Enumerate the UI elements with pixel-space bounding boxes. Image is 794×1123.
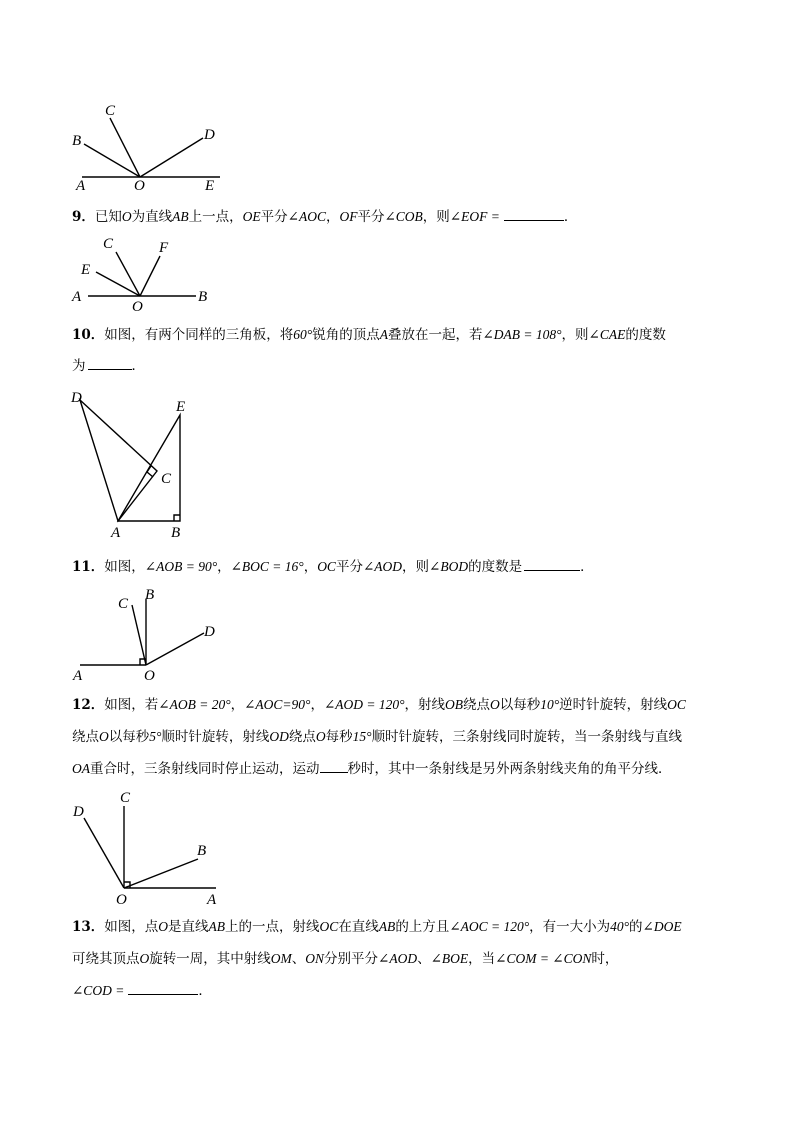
math: 10°: [540, 697, 560, 712]
text: 每秒: [325, 729, 353, 745]
text: 、: [417, 951, 431, 967]
label-a: A: [111, 525, 121, 541]
text: 如图，点: [104, 919, 159, 935]
text: 平分: [335, 559, 363, 575]
math: ∠COB: [384, 209, 423, 224]
text: ，: [325, 209, 340, 225]
answer-blank[interactable]: [320, 758, 348, 773]
text: ，当: [468, 951, 496, 967]
math: OB: [445, 697, 464, 712]
math: AB: [208, 919, 226, 934]
math: OC: [667, 697, 686, 712]
math: OF: [339, 209, 358, 224]
figure-question-11: [70, 585, 230, 685]
math: ∠DAB = 108°: [482, 327, 562, 342]
label-c: C: [103, 236, 114, 252]
math: OC: [317, 559, 336, 574]
text: 叠放在一起，若: [387, 327, 483, 343]
math: ∠AOC = 120°: [449, 919, 530, 934]
ray-of: [140, 256, 160, 296]
label-c: C: [161, 471, 172, 487]
label-b: B: [197, 843, 207, 859]
figure-question-12: [70, 786, 230, 910]
label-c: C: [120, 790, 131, 806]
answer-blank[interactable]: [524, 556, 580, 571]
math: OM: [270, 951, 292, 966]
question-13-line-3: [72, 975, 682, 1007]
math: ∠BOC = 16°: [230, 559, 304, 574]
question-10-line-2: [72, 351, 666, 382]
question-12-text: [72, 689, 686, 785]
text: 秒时，其中一条射线是另外两条射线夹角的角平分线．: [347, 761, 672, 777]
label-c: C: [105, 103, 116, 119]
label-e: E: [81, 262, 91, 278]
text: ．: [198, 983, 212, 999]
text: 绕点: [288, 729, 316, 745]
math: ∠BOE: [430, 951, 469, 966]
text: 以每秒: [108, 729, 150, 745]
figure-rays-aoe: [72, 98, 232, 194]
label-d: D: [73, 804, 84, 820]
text: 分别平分: [324, 951, 379, 967]
question-10-line-1: [72, 319, 666, 351]
math: O: [158, 919, 169, 934]
math: A: [379, 327, 388, 342]
answer-blank[interactable]: [88, 355, 132, 370]
text: 顺时针旋转，三条射线同时旋转，当一条射线与直线: [371, 729, 683, 745]
math: O: [315, 729, 326, 744]
math: 40°: [610, 919, 630, 934]
label-o: O: [134, 178, 145, 194]
text: 如图，若: [104, 697, 159, 713]
math: AB: [378, 919, 396, 934]
text: 重合时，三条射线同时停止运动，运动: [90, 761, 320, 777]
right-angle-b: [174, 515, 180, 521]
question-number: 10．: [72, 327, 105, 343]
math: ∠DOE: [642, 919, 682, 934]
math: OA: [72, 761, 90, 776]
text: 的上方且: [395, 919, 450, 935]
figure-question-10: [70, 388, 200, 540]
math: O: [121, 209, 132, 224]
math: OE: [242, 209, 261, 224]
math: 5°: [149, 729, 162, 744]
label-e: E: [176, 399, 186, 415]
text: ，射线: [404, 697, 446, 713]
question-number: 13．: [72, 919, 105, 935]
math: ∠AOC: [287, 209, 326, 224]
label-d: D: [71, 390, 82, 406]
text: 是直线: [168, 919, 209, 935]
math: ∠AOD: [378, 951, 418, 966]
text: 已知: [94, 209, 122, 225]
math: ∠COM = ∠CON: [495, 951, 592, 966]
math: ∠CAE: [588, 327, 626, 342]
text: 时，: [591, 951, 619, 967]
text: ，: [303, 559, 318, 575]
text: ．: [131, 358, 145, 374]
text: 逆时针旋转，射线: [559, 697, 668, 713]
label-a: A: [73, 668, 83, 684]
label-a: A: [72, 289, 82, 305]
math: 15°: [352, 729, 372, 744]
right-angle-c: [147, 466, 153, 477]
label-o: O: [144, 668, 155, 684]
label-a: A: [76, 178, 86, 194]
math: AB: [172, 209, 189, 224]
text: 以每秒: [499, 697, 541, 713]
math: OD: [269, 729, 289, 744]
label-b: B: [145, 587, 155, 603]
math: OC: [319, 919, 339, 934]
label-d: D: [204, 624, 215, 640]
text: 绕点: [463, 697, 491, 713]
text: ．: [563, 209, 578, 225]
text: 旋转一周，其中射线: [149, 951, 271, 967]
label-e: E: [205, 178, 215, 194]
answer-blank[interactable]: [128, 980, 198, 995]
label-d: D: [204, 127, 215, 143]
text: 顺时针旋转，射线: [161, 729, 270, 745]
question-number: 9．: [72, 209, 95, 225]
triangle-adc: [80, 400, 157, 521]
text: 如图，有两个同样的三角板，将: [104, 327, 294, 343]
figure-question-9: [72, 232, 222, 314]
label-f: F: [159, 240, 169, 256]
ray-od: [146, 633, 204, 665]
text: ，: [230, 697, 245, 713]
math: ∠AOB = 90°: [144, 559, 218, 574]
text: 的度数是: [468, 559, 523, 575]
text: ，: [217, 559, 231, 575]
math: 60°: [293, 327, 313, 342]
label-b: B: [72, 133, 82, 149]
text: 上一点，: [188, 209, 243, 225]
math: ∠AOD: [362, 559, 403, 574]
text: ，: [310, 697, 324, 713]
ray-ob: [124, 859, 198, 888]
question-13-text: [72, 911, 682, 1007]
text: 为: [72, 358, 86, 374]
question-number: 11．: [72, 559, 105, 575]
ray-od: [140, 138, 203, 177]
ray-od: [84, 818, 124, 888]
math: ∠AOC=90°: [244, 697, 311, 712]
label-o: O: [116, 892, 127, 908]
ray-oc: [132, 605, 146, 665]
text: 锐角的顶点: [312, 327, 380, 343]
text: ，有一大小为: [529, 919, 611, 935]
text: 的: [629, 919, 643, 935]
question-12-line-3: [72, 753, 686, 785]
text: 如图，: [104, 559, 145, 575]
question-13-line-1: [72, 911, 682, 943]
question-number: 12．: [72, 697, 105, 713]
question-9-text: [72, 201, 577, 233]
math: ∠AOD = 120°: [323, 697, 405, 712]
label-o: O: [132, 299, 143, 315]
label-b: B: [171, 525, 181, 541]
math: O: [139, 951, 150, 966]
text: 平分: [260, 209, 288, 225]
text: 可绕其顶点: [72, 951, 140, 967]
text: 上的一点，射线: [225, 919, 320, 935]
label-c: C: [118, 596, 129, 612]
text: 、: [291, 951, 306, 967]
question-12-line-2: [72, 721, 686, 753]
text: ，则: [402, 559, 430, 575]
label-b: B: [198, 289, 208, 305]
text: 平分: [357, 209, 385, 225]
question-11-text: [72, 551, 594, 583]
text: ，则: [422, 209, 450, 225]
math: ∠EOF =: [449, 209, 500, 224]
math: O: [490, 697, 500, 712]
text: 绕点: [72, 729, 99, 745]
answer-blank[interactable]: [504, 206, 564, 221]
question-13-line-2: [72, 943, 682, 975]
text: 为直线: [131, 209, 173, 225]
text: 在直线: [338, 919, 379, 935]
text: ．: [580, 559, 594, 575]
math: ∠AOB = 20°: [158, 697, 231, 712]
label-a: A: [207, 892, 217, 908]
math: ∠COD =: [72, 983, 125, 998]
question-12-line-1: [72, 689, 686, 721]
math: O: [99, 729, 109, 744]
question-10-text: [72, 319, 666, 382]
math: ∠BOD: [429, 559, 469, 574]
text: ，则: [561, 327, 589, 343]
text: 的度数: [625, 327, 666, 343]
math: ON: [305, 951, 325, 966]
